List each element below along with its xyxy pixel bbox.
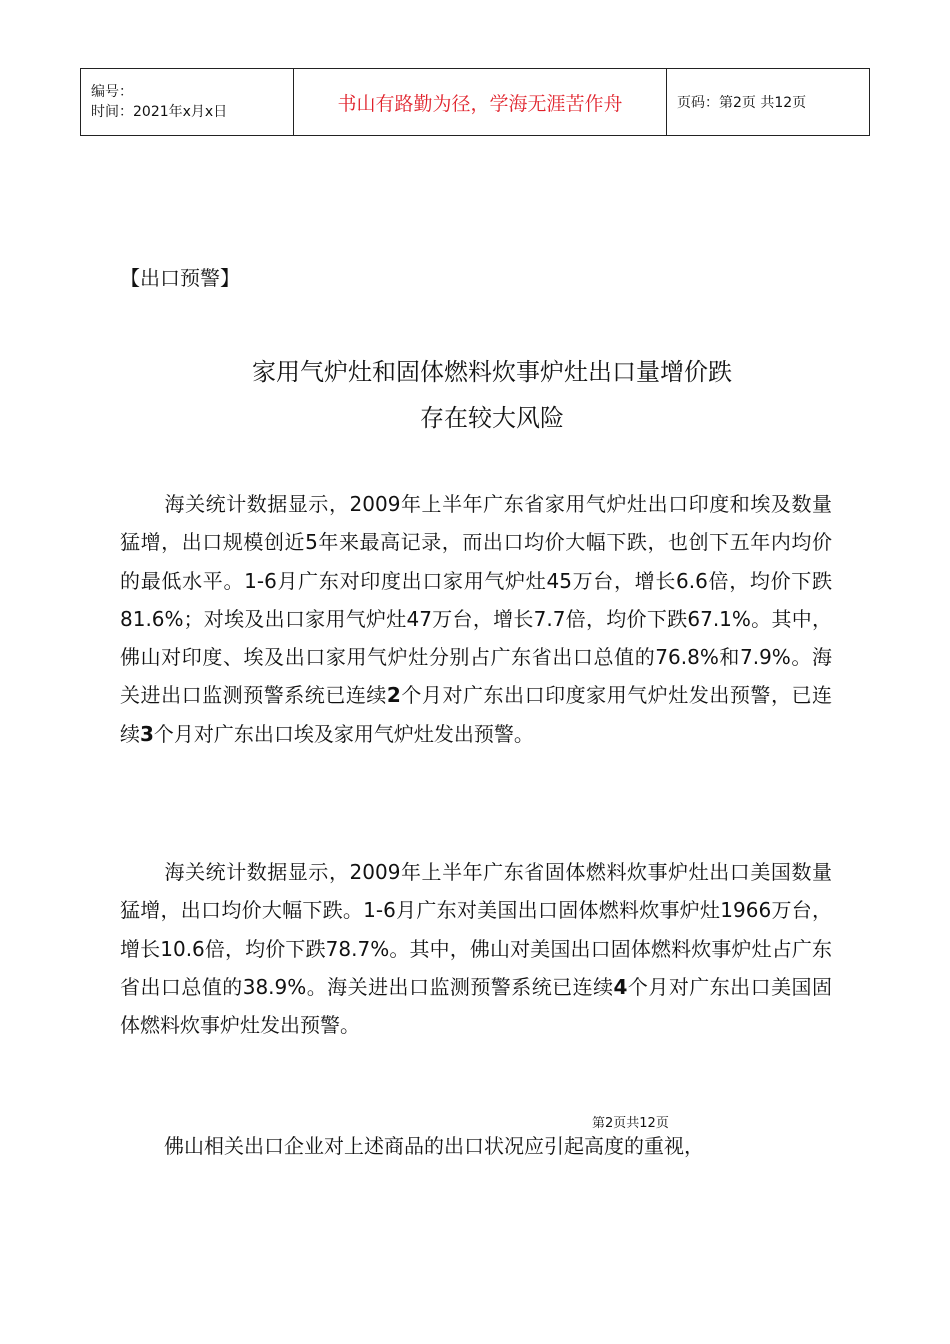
paragraph-advice (120, 1127, 832, 1165)
header-page-info: 页码：第2页 共12页 (667, 69, 870, 136)
document-title-line-1: 家用气炉灶和固体燃料炊事炉灶出口量增价跌 (252, 358, 732, 386)
p1-text-a: 海关统计数据显示，2009年上半年广东省家用气炉灶出口印度和埃及数量猛增，出口规模创近5年来最高记录，而出口均价大幅下跌，也创下五年内均价的最低水平。1-6月广东对印度出口家用气炉灶45万台，增长6.6倍，均价下跌81.6%；对埃及出口家用气炉灶47万台，增长7.7倍，均价下跌67.1%。其中，佛山对印度、埃及出口家用气炉灶分别占广东省出口总值的76.8%和7.9%。海关进出口监测预警系统已连续 (120, 492, 832, 708)
header-motto: 书山有路勤为径，学海无涯苦作舟 (294, 69, 667, 136)
document-number-label: 编号： (91, 84, 133, 100)
p1-months-india: 2 (386, 683, 401, 708)
p3-text: 佛山相关出口企业对上述商品的出口状况应引起高度的重视， (164, 1134, 704, 1158)
document-time-label: 时间：2021年x月x日 (91, 104, 228, 120)
header-table (80, 68, 870, 136)
p2-text-a: 海关统计数据显示，2009年上半年广东省固体燃料炊事炉灶出口美国数量猛增，出口均价大幅下跌。1-6月广东对美国出口固体燃料炊事炉灶1966万台，增长10.6倍，均价下跌78.7%。其中，佛山对美国出口固体燃料炊事炉灶占广东省出口总值的38.9%。海关进出口监测预警系统已连续 (120, 860, 832, 999)
header-meta-cell (81, 69, 294, 136)
paragraph-india-egypt (120, 485, 832, 753)
page-footer: 第2页共12页 (592, 1116, 669, 1131)
section-label: 【出口预警】 (120, 266, 240, 290)
p2-months-usa: 4 (613, 974, 628, 999)
paragraph-usa (120, 853, 832, 1044)
p1-months-egypt: 3 (140, 721, 154, 746)
p1-text-c: 个月对广东出口印度家用气炉灶发出预警，已连续 (120, 683, 833, 746)
p2-text-c: 个月对广东出口美国固体燃料炊事炉灶发出预警。 (120, 974, 832, 1038)
p1-text-d: 个月对广东出口埃及家用气炉灶发出预警。 (153, 721, 534, 746)
document-title-line-2: 存在较大风险 (420, 404, 564, 432)
